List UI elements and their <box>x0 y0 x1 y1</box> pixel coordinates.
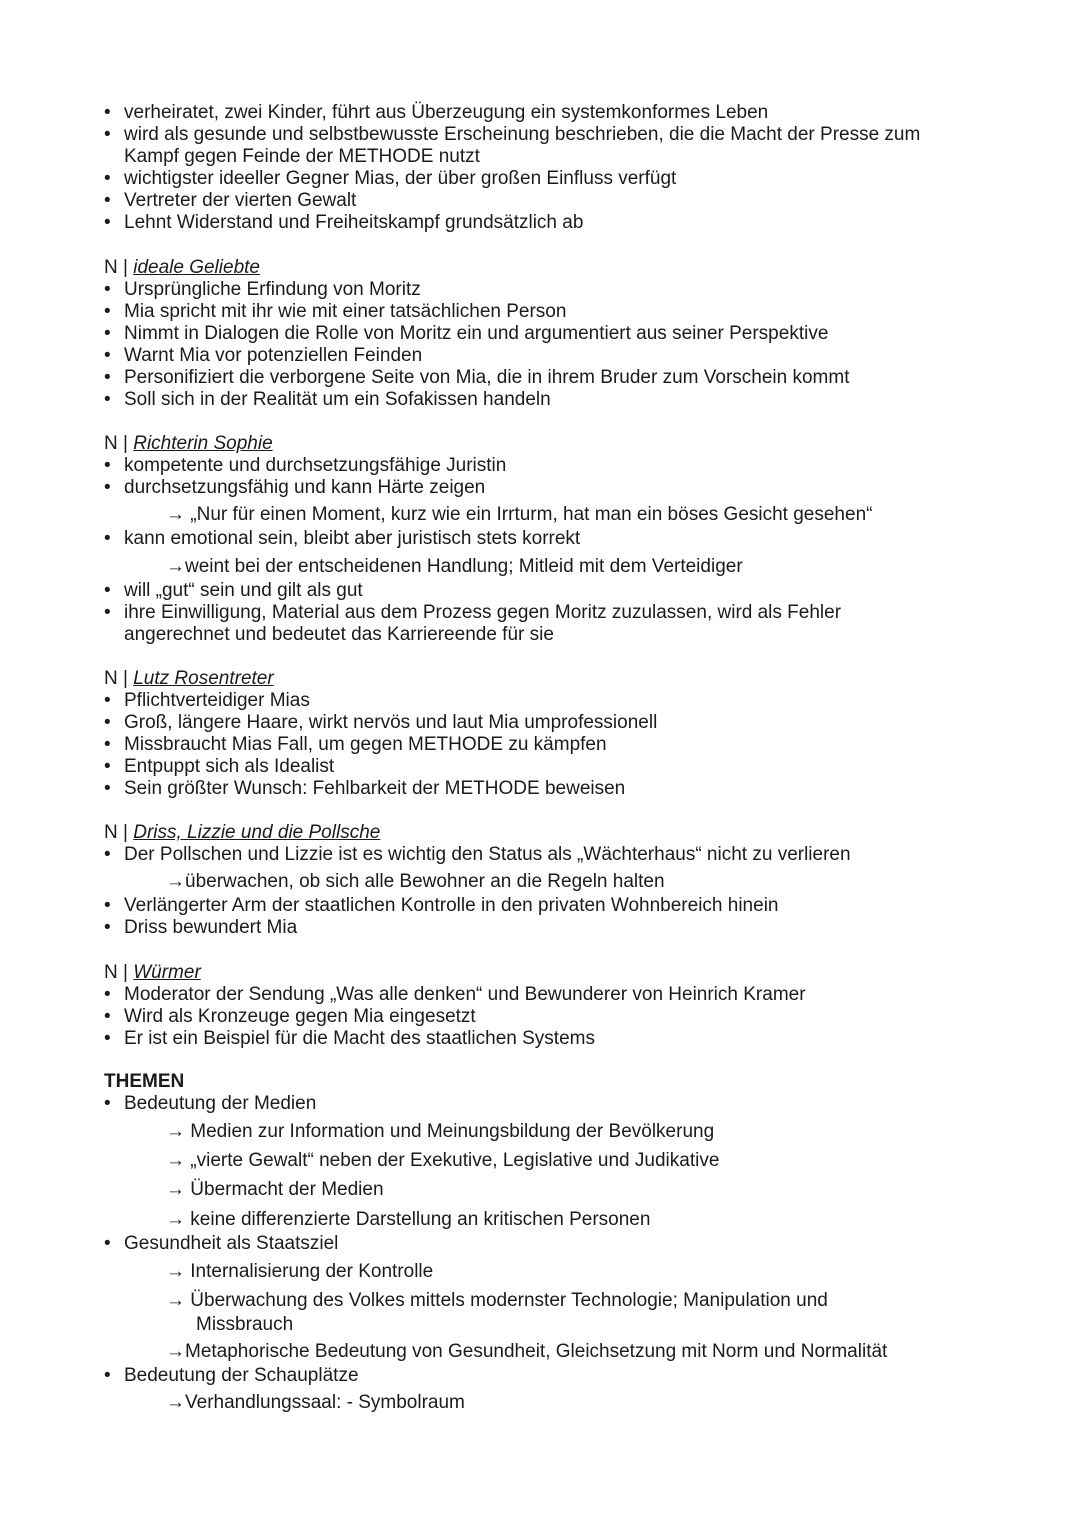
arrow-note: →Metaphorische Bedeutung von Gesundheit, Gleichsetzung mit Norm und Normalität <box>166 1341 888 1362</box>
list-item: • Bedeutung der Medien <box>104 1093 317 1114</box>
arrow-note: → Medien zur Information und Meinungsbildung der Bevölkerung <box>166 1121 715 1142</box>
section-title-lutz-rosentreter: N | Lutz Rosentreter <box>104 668 274 689</box>
arrow-note: → „vierte Gewalt“ neben der Exekutive, Legislative und Judikative <box>166 1150 720 1171</box>
list-item: • Entpuppt sich als Idealist <box>104 756 335 777</box>
list-item: • Pflichtverteidiger Mias <box>104 690 310 711</box>
arrow-note: →überwachen, ob sich alle Bewohner an die Regeln halten <box>166 871 665 892</box>
list-item: • Soll sich in der Realität um ein Sofakissen handeln <box>104 389 551 410</box>
arrow-note: → keine differenzierte Darstellung an kritischen Personen <box>166 1209 651 1230</box>
list-item: • Warnt Mia vor potenziellen Feinden <box>104 345 423 366</box>
arrow-note: →Verhandlungssaal: - Symbolraum <box>166 1392 465 1413</box>
list-item: • wird als gesunde und selbstbewusste Erscheinung beschrieben, die die Macht der Presse zum <box>104 124 921 145</box>
themes-heading: THEMEN <box>104 1071 185 1092</box>
list-item: • Driss bewundert Mia <box>104 917 298 938</box>
list-item: • Sein größter Wunsch: Fehlbarkeit der METHODE beweisen <box>104 778 626 799</box>
section-title-ideale-geliebte: N | ideale Geliebte <box>104 257 260 278</box>
list-item-continuation: Kampf gegen Feinde der METHODE nutzt <box>124 146 480 167</box>
list-item: • Missbraucht Mias Fall, um gegen METHODE zu kämpfen <box>104 734 607 755</box>
list-item: • wichtigster ideeller Gegner Mias, der über großen Einfluss verfügt <box>104 168 677 189</box>
list-item: • Nimmt in Dialogen die Rolle von Moritz ein und argumentiert aus seiner Perspektive <box>104 323 829 344</box>
list-item: • Lehnt Widerstand und Freiheitskampf grundsätzlich ab <box>104 212 584 233</box>
list-item: • Mia spricht mit ihr wie mit einer tatsächlichen Person <box>104 301 567 322</box>
list-item: • verheiratet, zwei Kinder, führt aus Überzeugung ein systemkonformes Leben <box>104 102 769 123</box>
list-item: • will „gut“ sein und gilt als gut <box>104 580 363 601</box>
list-item-continuation: angerechnet und bedeutet das Karriereende für sie <box>124 624 554 645</box>
list-item: • Personifiziert die verborgene Seite von Mia, die in ihrem Bruder zum Vorschein kommt <box>104 367 850 388</box>
list-item: • Wird als Kronzeuge gegen Mia eingesetzt <box>104 1006 476 1027</box>
list-item: • durchsetzungsfähig und kann Härte zeigen <box>104 477 486 498</box>
list-item: • Verlängerter Arm der staatlichen Kontrolle in den privaten Wohnbereich hinein <box>104 895 779 916</box>
arrow-note: → Übermacht der Medien <box>166 1179 384 1200</box>
arrow-note-continuation: Missbrauch <box>196 1314 294 1335</box>
list-item: • Der Pollschen und Lizzie ist es wichtig den Status als „Wächterhaus“ nicht zu verlieren <box>104 844 851 865</box>
section-title-wuermer: N | Würmer <box>104 962 201 983</box>
arrow-note: →weint bei der entscheidenen Handlung; Mitleid mit dem Verteidiger <box>166 556 743 577</box>
list-item: • ihre Einwilligung, Material aus dem Prozess gegen Moritz zuzulassen, wird als Fehler <box>104 602 842 623</box>
list-item: • kann emotional sein, bleibt aber juristisch stets korrekt <box>104 528 581 549</box>
list-item: • Moderator der Sendung „Was alle denken“ und Bewunderer von Heinrich Kramer <box>104 984 806 1005</box>
arrow-note: → Überwachung des Volkes mittels modernster Technologie; Manipulation und <box>166 1290 828 1311</box>
section-title-richterin-sophie: N | Richterin Sophie <box>104 433 273 454</box>
list-item: • Groß, längere Haare, wirkt nervös und laut Mia umprofessionell <box>104 712 658 733</box>
arrow-note: → „Nur für einen Moment, kurz wie ein Irrturm, hat man ein böses Gesicht gesehen“ <box>166 504 873 525</box>
arrow-note: → Internalisierung der Kontrolle <box>166 1261 434 1282</box>
list-item: • Vertreter der vierten Gewalt <box>104 190 357 211</box>
list-item: • Er ist ein Beispiel für die Macht des staatlichen Systems <box>104 1028 595 1049</box>
list-item: • kompetente und durchsetzungsfähige Juristin <box>104 455 507 476</box>
section-title-driss-lizzie-pollsche: N | Driss, Lizzie und die Pollsche <box>104 822 381 843</box>
list-item: • Gesundheit als Staatsziel <box>104 1233 339 1254</box>
list-item: • Ursprüngliche Erfindung von Moritz <box>104 279 421 300</box>
list-item: • Bedeutung der Schauplätze <box>104 1365 359 1386</box>
